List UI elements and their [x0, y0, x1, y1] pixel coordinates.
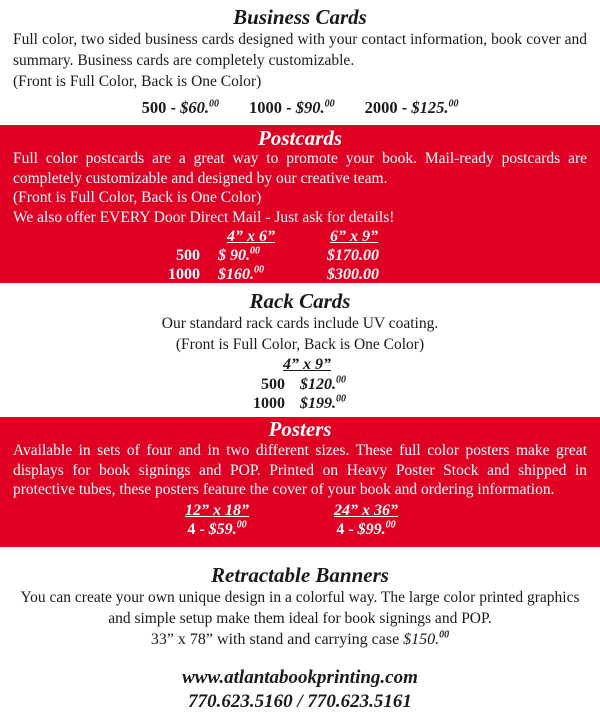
price-dollars: $90. [295, 98, 325, 117]
price-dollars: $150. [403, 631, 440, 648]
price-dollars: $59. [208, 521, 237, 538]
price-dollars: $ 90. [218, 247, 250, 264]
section-posters [0, 417, 600, 547]
rack-cards-title: Rack Cards [249, 289, 351, 313]
price-dollars: $199. [300, 395, 336, 412]
header-spacer [140, 227, 200, 246]
table-row [225, 394, 600, 414]
price-line [152, 520, 282, 540]
price-cents: 00 [448, 98, 459, 110]
row-quantity: 500 [261, 375, 285, 393]
banner-size-text: with stand and carrying case [217, 631, 404, 648]
section-postcards [0, 125, 600, 283]
price-value [200, 265, 327, 283]
price-value [200, 246, 327, 265]
price-cents: 00 [324, 98, 335, 110]
price-qty: 4 - [336, 521, 358, 538]
section-rack-cards [0, 283, 600, 417]
rack-cards-color-note: (Front is Full Color, Back is One Color) [175, 336, 425, 353]
postcards-eddm-note: We also offer EVERY Door Direct Mail - Just ask for details! [13, 208, 395, 226]
phone-numbers: 770.623.5160 / 770.623.5161 [188, 691, 412, 712]
price-value [358, 521, 396, 538]
price-value [209, 521, 247, 538]
price-dollars: $99. [357, 521, 386, 538]
banner-size: 33” x 78” [150, 631, 218, 648]
price-cents: 00 [236, 519, 247, 531]
contact-footer [0, 666, 600, 714]
section-retractable-banners [0, 547, 600, 719]
price-cents: 00 [208, 98, 219, 110]
row-quantity: 1000 [253, 395, 285, 412]
price-value [285, 375, 395, 395]
size-column-header: 4” x 9” [283, 356, 331, 373]
business-cards-price-line [0, 97, 600, 118]
size-column-header: 4” x 6” [227, 228, 275, 245]
price-qty: 1000 - [248, 98, 296, 117]
rack-cards-description: Our standard rack cards include UV coating. [161, 315, 439, 332]
postcards-color-note: (Front is Full Color, Back is One Color) [13, 189, 262, 206]
price-cents: 00 [385, 519, 396, 531]
banners-description: You can create your own unique design in a colorful way. The large color printed graphics and simple setup make them ideal for book signings and POP. [20, 589, 580, 627]
price-dollars: $120. [300, 375, 336, 393]
banners-title: Retractable Banners [211, 563, 389, 587]
price-value [285, 394, 395, 414]
price-cents: 00 [254, 264, 264, 276]
business-cards-description: Full color, two sided business cards designed with your contact information, book cover and summary. Business cards are completely customizable. [13, 31, 587, 69]
postcards-title: Postcards [258, 126, 342, 150]
price-value [411, 98, 458, 117]
business-cards-color-note: (Front is Full Color, Back is One Color) [13, 73, 262, 90]
banners-size-price-line [13, 629, 587, 650]
price-qty: 4 - [187, 521, 209, 538]
price-line [301, 520, 431, 540]
price-cents: 00 [439, 629, 450, 641]
posters-title: Posters [268, 417, 332, 441]
section-business-cards [0, 0, 600, 125]
row-quantity: 500 [176, 247, 200, 264]
price-cents: 00 [250, 245, 260, 257]
price-qty: 500 - [141, 98, 181, 117]
size-column-header: 6” x 9” [330, 228, 378, 245]
size-column-header: 24” x 36” [334, 501, 398, 519]
rack-cards-price-table [225, 355, 600, 414]
price-cents: 00 [336, 374, 346, 386]
price-dollars: $160. [218, 266, 254, 283]
price-cents: 00 [336, 393, 346, 405]
row-quantity: 1000 [168, 266, 200, 283]
price-item [365, 97, 459, 118]
table-header-row [140, 227, 600, 246]
postcards-price-table [140, 227, 600, 283]
price-item [249, 97, 335, 118]
price-value: $170.00 [327, 247, 379, 264]
postcards-description: Full color postcards are a great way to promote your book. Mail-ready postcards are completely customizable and designed by our creative team. [13, 150, 587, 187]
price-item [142, 97, 219, 118]
price-value [296, 98, 335, 117]
price-dollars: $60. [180, 98, 209, 117]
price-value [403, 631, 449, 648]
business-cards-title: Business Cards [233, 5, 367, 29]
size-column-header: 12” x 18” [185, 501, 249, 519]
poster-size-column [152, 501, 282, 540]
price-qty: 2000 - [364, 98, 412, 117]
website-url: www.atlantabookprinting.com [182, 667, 418, 688]
posters-description: Available in sets of four and in two different sizes. These full color posters make great displays for book signings and POP. Printed on Heavy Poster Stock and shipped in protective tubes, these posters feature the cover of your book and ordering information. [13, 442, 587, 498]
table-row [225, 375, 600, 395]
posters-price-table [152, 501, 600, 540]
price-value [180, 98, 219, 117]
table-row [140, 246, 600, 265]
price-value: $300.00 [327, 266, 379, 283]
table-row [140, 265, 600, 283]
poster-size-column [301, 501, 431, 540]
price-dollars: $125. [411, 98, 449, 117]
